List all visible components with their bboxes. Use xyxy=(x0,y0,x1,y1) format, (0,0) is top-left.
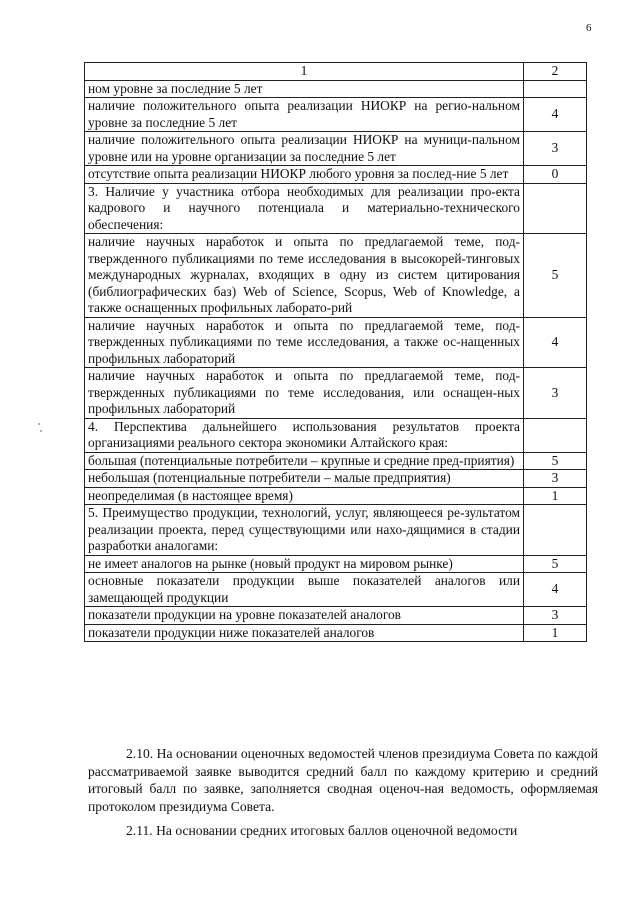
table-row xyxy=(85,487,587,505)
criterion-text: ном уровне за последние 5 лет xyxy=(85,80,524,98)
criterion-score: 3 xyxy=(524,132,587,166)
criterion-score: 5 xyxy=(524,452,587,470)
table-row xyxy=(85,80,587,98)
table-row xyxy=(85,368,587,419)
criterion-text: наличие научных наработок и опыта по предлагаемой теме, под-твержденных публикациями по теме исследования, а также ос-нащенных профильных лабораторий xyxy=(85,317,524,368)
table-row xyxy=(85,132,587,166)
table-row xyxy=(85,234,587,318)
table-section-row xyxy=(85,183,587,234)
criterion-score: 1 xyxy=(524,487,587,505)
criterion-score xyxy=(524,418,587,452)
paragraph-2-11: 2.11. На основании средних итоговых баллов оценочной ведомости xyxy=(126,823,518,838)
table-row xyxy=(85,470,587,488)
table-header-row xyxy=(85,63,587,81)
criterion-section-heading: 4. Перспектива дальнейшего использования результатов проекта организациями реального сектора экономики Алтайского края: xyxy=(85,418,524,452)
table-section-row xyxy=(85,418,587,452)
criterion-score: 1 xyxy=(524,624,587,642)
criterion-score: 3 xyxy=(524,368,587,419)
criterion-score: 4 xyxy=(524,317,587,368)
criterion-section-heading: 3. Наличие у участника отбора необходимых для реализации про-екта кадрового и научного потенциала и материально-технического обеспечения: xyxy=(85,183,524,234)
criterion-score: 4 xyxy=(524,573,587,607)
criterion-score: 3 xyxy=(524,470,587,488)
criterion-score: 4 xyxy=(524,98,587,132)
table-row xyxy=(85,607,587,625)
criterion-score xyxy=(524,80,587,98)
criteria-table xyxy=(84,62,587,642)
table-row xyxy=(85,555,587,573)
table-section-row xyxy=(85,505,587,556)
criterion-text: небольшая (потенциальные потребители – малые предприятия) xyxy=(85,470,524,488)
criterion-score xyxy=(524,183,587,234)
criterion-score: 0 xyxy=(524,166,587,184)
table-row xyxy=(85,98,587,132)
criterion-score: 5 xyxy=(524,555,587,573)
criterion-text: наличие научных наработок и опыта по предлагаемой теме, под-твержденного публикациями по теме исследования в высокорей-тинговых международных журналах, входящих в одну из систем цитирования (библиографических баз) Web of Science, Scopus, Web of Knowledge, а также оснащенных профильных лаборато-рий xyxy=(85,234,524,318)
criterion-text: наличие положительного опыта реализации НИОКР на регио-нальном уровне за последние 5 лет xyxy=(85,98,524,132)
table-row xyxy=(85,166,587,184)
column-header: 2 xyxy=(524,63,587,81)
table-row xyxy=(85,317,587,368)
criterion-text: большая (потенциальные потребители – крупные и средние пред-приятия) xyxy=(85,452,524,470)
column-header: 1 xyxy=(85,63,524,81)
criterion-score: 3 xyxy=(524,607,587,625)
criterion-text: основные показатели продукции выше показателей аналогов или замещающей продукции xyxy=(85,573,524,607)
table-row xyxy=(85,624,587,642)
table-row xyxy=(85,452,587,470)
criterion-text: показатели продукции на уровне показателей аналогов xyxy=(85,607,524,625)
scan-speck xyxy=(40,430,42,432)
criterion-text: наличие научных наработок и опыта по предлагаемой теме, под-твержденных публикациями по теме исследования, или оснащен-ных профильных лабораторий xyxy=(85,368,524,419)
scan-speck xyxy=(38,423,40,425)
criterion-text: отсутствие опыта реализации НИОКР любого уровня за послед-ние 5 лет xyxy=(85,166,524,184)
criterion-score xyxy=(524,505,587,556)
criterion-text: показатели продукции ниже показателей аналогов xyxy=(85,624,524,642)
paragraph-2-10: 2.10. На основании оценочных ведомостей членов президиума Совета по каждой рассматриваемой заявке выводится средний балл по каждому критерию и средний итоговый балл по заявке, заполняется сводная оценоч-ная ведомость, оформляемая протоколом президиума Совета. xyxy=(88,746,598,814)
criterion-score: 5 xyxy=(524,234,587,318)
page-number: 6 xyxy=(586,22,592,34)
criterion-text: неопределимая (в настоящее время) xyxy=(85,487,524,505)
criterion-section-heading: 5. Преимущество продукции, технологий, услуг, являющееся ре-зультатом реализации проекта, перед существующими или нахо-дящимися в стадии разработки аналогами: xyxy=(85,505,524,556)
criterion-text: наличие положительного опыта реализации НИОКР на муници-пальном уровне или на уровне организации за последние 5 лет xyxy=(85,132,524,166)
criterion-text: не имеет аналогов на рынке (новый продукт на мировом рынке) xyxy=(85,555,524,573)
table-row xyxy=(85,573,587,607)
